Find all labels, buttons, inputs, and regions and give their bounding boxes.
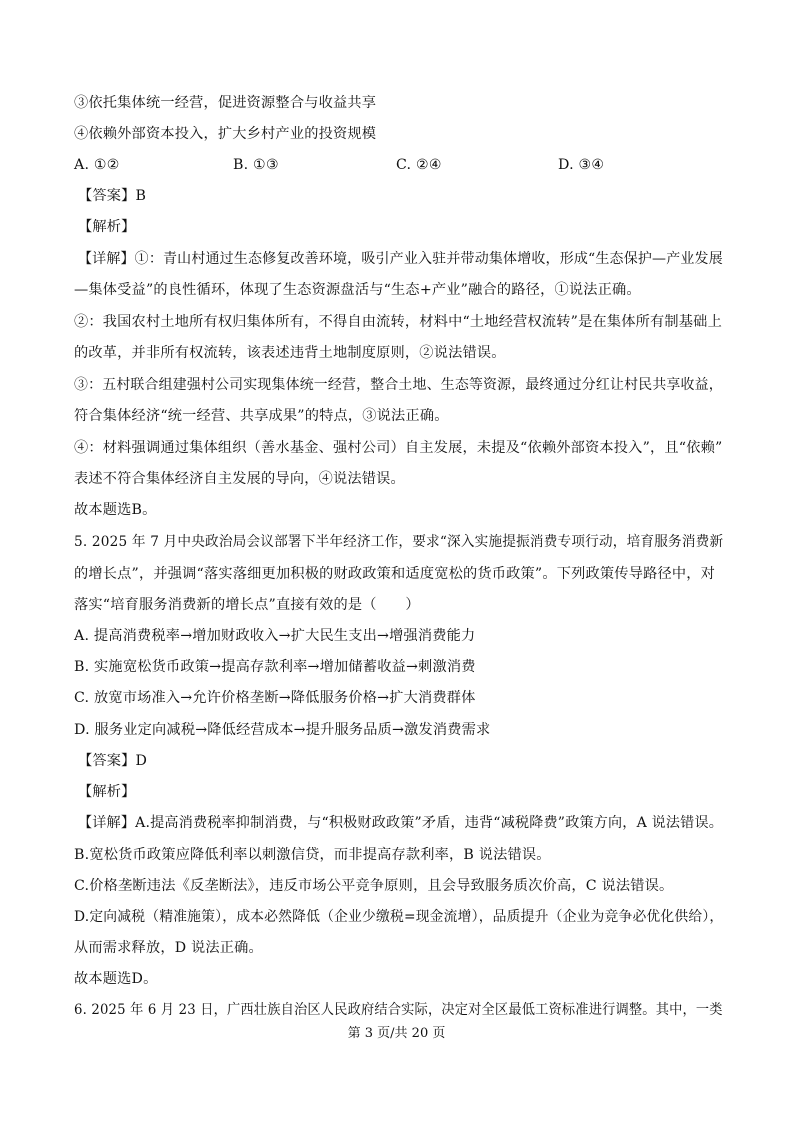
q4-analysis-label: 【解析】 (78, 219, 136, 235)
q4-choice-d: D. ③④ (558, 157, 605, 173)
q5-choice-d: D. 服务业定向减税→降低经营成本→提升服务品质→激发消费需求 (74, 722, 491, 738)
q5-choice-a: A. 提高消费税率→增加财政收入→扩大民生支出→增强消费能力 (74, 628, 476, 644)
option-4-text: ④依赖外部资本投入，扩大乡村产业的投资规模 (74, 126, 377, 142)
q4-choice-c: C. ②④ (396, 157, 442, 173)
q5-choice-b: B. 实施宽松货币政策→提高存款利率→增加储蓄收益→刺激消费 (74, 659, 476, 675)
q5-stem-line: 5. 2025 年 7 月中央政治局会议部署下半年经济工作，要求“深入实施提振消费专项行动，培育服务消费新 (74, 534, 724, 550)
q5-detail-line: 从而需求释放，D 说法正确。 (74, 940, 263, 956)
q5-answer: 【答案】D (78, 753, 148, 769)
q4-choice-a: A. ①② (74, 157, 120, 173)
q4-detail-line: ④：材料强调通过集体组织（善水基金、强村公司）自主发展，未提及“依赖外部资本投入”，且“依赖” (74, 440, 723, 456)
q4-detail-line: ②：我国农村土地所有权归集体所有，不得自由流转，材料中“土地经营权流转”是在集体所有制基础上 (74, 314, 722, 330)
q4-detail-line: 【详解】①：青山村通过生态修复改善环境，吸引产业入驻并带动集体增收，形成“生态保护—产业发展 (78, 251, 723, 267)
q5-choice-c: C. 放宽市场准入→允许价格垄断→降低服务价格→扩大消费群体 (74, 690, 476, 706)
q4-detail-line: ③：五村联合组建强村公司实现集体统一经营，整合土地、生态等资源，最终通过分红让村民共享收益， (74, 377, 723, 393)
q4-detail-line: —集体受益”的良性循环，体现了生态资源盘活与“生态+产业”融合的路径，①说法正确。 (74, 282, 641, 298)
q5-conclusion: 故本题选D。 (74, 971, 158, 987)
q5-stem-line: 落实“培育服务消费新的增长点”直接有效的是（ ） (74, 597, 420, 613)
q4-detail-line: 符合集体经济“统一经营、共享成果”的特点，③说法正确。 (74, 408, 449, 424)
q5-analysis-label: 【解析】 (78, 784, 136, 800)
q4-conclusion: 故本题选B。 (74, 502, 157, 518)
q4-choice-b: B. ①③ (233, 157, 279, 173)
option-3-text: ③依托集体统一经营，促进资源整合与收益共享 (74, 95, 377, 111)
q5-stem-line: 的增长点”，并强调“落实落细更加积极的财政政策和适度宽松的货币政策”。下列政策传导路径中，对 (74, 566, 716, 582)
q5-detail-line: C.价格垄断违法《反垄断法》，违反市场公平竞争原则，且会导致服务质次价高，C 说法错误。 (74, 878, 674, 894)
q4-detail-line: 的改革，并非所有权流转，该表述违背土地制度原则，②说法错误。 (74, 345, 506, 361)
q5-detail-line: B.宽松货币政策应降低利率以刺激信贷，而非提高存款利率，B 说法错误。 (74, 847, 551, 863)
q4-detail-line: 表述不符合集体经济自主发展的导向，④说法错误。 (74, 471, 405, 487)
page-number: 第 3 页/共 20 页 (347, 1026, 446, 1041)
q6-stem-line: 6. 2025 年 6 月 23 日，广西壮族自治区人民政府结合实际，决定对全区最低工资标准进行调整。其中，一类 (74, 1002, 723, 1018)
q4-answer: 【答案】B (78, 188, 147, 204)
q5-detail-line: 【详解】A.提高消费税率抑制消费，与“积极财政政策”矛盾，违背“减税降费”政策方向，A 说法错误。 (78, 815, 724, 831)
q5-detail-line: D.定向减税（精准施策），成本必然降低（企业少缴税=现金流增），品质提升（企业为竞争必优化供给）， (74, 909, 724, 925)
